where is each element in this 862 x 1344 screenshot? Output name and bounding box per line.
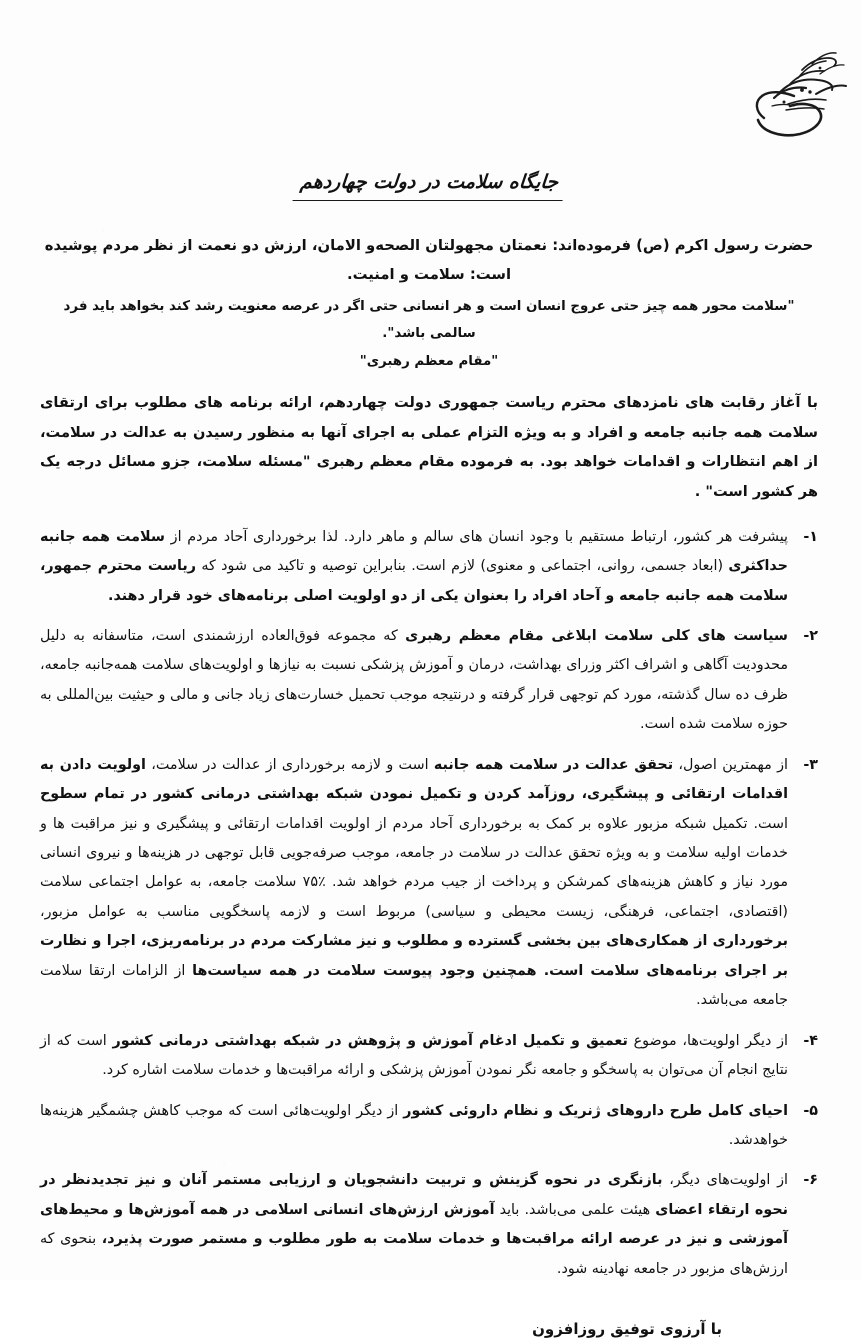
policy-item-text: که مجموعه فوق‌العاده ارزشمندی است، متاسفانه به دلیل محدودیت آگاهی و اشراف اکثر وزرای بهداشت، درمان و آموزش پزشکی نسبت به نیازها و اولویت‌های سلامت همه‌جانبه جامعه، ظرف ده سال گذشته، مورد کم توجهی قرار گرفته و درنتیجه موجب تحمیل خسارت‌های زیاد جانی و مالی و حیثیت بین‌المللی به حوزه سلامت شده است.: [40, 627, 788, 733]
policy-item-emphasis: برخورداری از همکاری‌های بین بخشی گسترده و مطلوب و نیز مشارکت مردم در برنامه‌ریزی، اجرا و نظارت بر اجرای برنامه‌های سلامت است. همچنین وجود پیوست سلامت در همه سیاست‌ها: [40, 933, 789, 979]
intro-paragraph-part-2: به فرموده مقام معظم رهبری "مسئله سلامت، جزو مسائل درجه یک هر کشور است" .: [40, 453, 818, 500]
policy-item: [40, 751, 818, 1016]
policy-item-number: ۱-: [803, 528, 818, 545]
policy-item-emphasis: آموزش ارزش‌های انسانی اسلامی در همه آموزش‌ها و محیط‌های آموزشی و نیز در عرصه ارائه مراقبت‌ها و خدمات سلامت به طور مطلوب و مستمر صورت پذیرد،: [40, 1201, 788, 1248]
policy-item-text: (ابعاد جسمی، روانی، اجتماعی و معنوی) لازم است. بنابراین توصیه و تاکید می شود که: [196, 558, 729, 575]
policy-item-text: از دیگر اولویت‌هائی است که موجب کاهش چشمگیر هزینه‌ها خواهدشد.: [40, 1102, 788, 1148]
policy-item-emphasis: سلامت همه جانبه حداکثری: [40, 528, 788, 575]
policy-item-number: ۶-: [803, 1172, 818, 1189]
policy-item: [40, 523, 818, 611]
policy-item-number: ۵-: [803, 1102, 818, 1119]
policy-item: [40, 1166, 818, 1284]
policy-item-emphasis: تعمیق و تکمیل ادغام آموزش و پژوهش در شبکه بهداشتی درمانی کشور: [112, 1032, 628, 1049]
document-body: [40, 168, 818, 1344]
policy-item-emphasis: احیای کامل طرح داروهای ژنریک و نظام داروئی کشور: [403, 1102, 788, 1119]
policy-item-text: از اولویت‌های دیگر،: [662, 1172, 788, 1189]
policy-item-text: است و لازمه برخورداری از عدالت در سلامت،: [145, 756, 434, 773]
policy-items-list: [40, 523, 818, 1285]
leader-quote: "سلامت محور همه چیز حتی عروج انسان است و هر انسانی حتی اگر در عرصه معنویت رشد کند بخواهد باید فرد سالمی باشد".: [63, 298, 795, 341]
policy-item-text: هیئت علمی می‌باشد. باید: [494, 1201, 656, 1218]
policy-item-number: ۴-: [803, 1032, 818, 1049]
policy-item: [40, 1027, 818, 1086]
policy-item-text: از الزامات ارتقا سلامت جامعه می‌باشد.: [40, 962, 788, 1009]
page-title-text: جایگاه سلامت در دولت چهاردهم: [293, 168, 566, 201]
policy-item: [40, 1097, 818, 1156]
policy-item: [40, 622, 818, 740]
policy-item-emphasis: بازنگری در نحوه گزینش و تربیت دانشجویان و ارزیابی مستمر آنان و نیز تجدیدنظر در نحوه ارتقاء اعضای: [40, 1172, 788, 1218]
intro-paragraph: [40, 388, 818, 507]
policy-item-emphasis: سیاست های کلی سلامت ابلاغی مقام معظم رهبری: [405, 627, 788, 644]
policy-item-text: از مهمترین اصول،: [673, 756, 788, 773]
policy-item-emphasis: تحقق عدالت در سلامت همه جانبه: [433, 756, 674, 773]
policy-item-emphasis: ریاست محترم جمهور، سلامت همه جانبه جامعه و آحاد افراد را بعنوان یکی از دو اولویت اصلی برنامه‌های خود قرار دهند.: [40, 558, 788, 604]
policy-item-text: از دیگر اولویت‌ها، موضوع: [627, 1032, 788, 1049]
hadith-quote: حضرت رسول اکرم (ص) فرموده‌اند: نعمتان مجهولتان الصحه‌و الامان، ارزش دو نعمت از نظر مردم پوشیده است: سلامت و امنیت.: [44, 236, 814, 284]
policy-item-text: است. تکمیل شبکه مزبور علاوه بر کمک به برخورداری آحاد مردم از اولویت اقدامات ارتقائی و پیشگیری و نیز مراقبت ها و خدمات اولیه سلامت و به ویژه تحقق عدالت در سلامت در جامعه، موجب صرفه‌جویی قابل توجهی در هزینه‌ها و نیروی انسانی مورد نیاز و کاهش هزینه‌های کمرشکن و پرداخت از جیب مردم خواهد شد. ٪۷۵ سلامت جامعه، به عوامل اجتماعی سلامت (اقتصادی، اجتماعی، فرهنگی، زیست محیطی و سیاسی) مربوط است و لازمه پاسخگویی مناسب به عوامل مزبور،: [40, 815, 788, 920]
policy-item-text: پیشرفت هر کشور، ارتباط مستقیم با وجود انسان های سالم و ماهر دارد. لذا برخورداری آحاد مردم از: [164, 528, 788, 545]
page-title: [40, 168, 818, 205]
policy-item-emphasis: اولویت دادن به اقدامات ارتقائی و پیشگیری، روزآمد کردن و تکمیل نمودن شبکه بهداشتی درمانی کشور در تمام سطوح: [40, 756, 788, 803]
leader-quote-attribution: "مقام معظم رهبری": [359, 354, 499, 370]
bismillah-calligraphy-icon: [728, 34, 856, 146]
intro-paragraph-part-1: با آغاز رقابت های نامزدهای محترم ریاست جمهوری دولت چهاردهم، ارائه برنامه های مطلوب برای ارتقای سلامت همه جانبه جامعه و افراد و به ویژه التزام عملی به اجرای آنها به منظور رسیدن به عدالت در سلامت، از اهم انتظارات و اقدامات خواهد بود.: [40, 394, 818, 471]
policy-item-number: ۲-: [803, 627, 818, 644]
policy-item-number: ۳-: [803, 756, 818, 773]
policy-item-text: بنحوی که ارزش‌های مزبور در جامعه نهادینه شود.: [40, 1231, 788, 1277]
closing-salutation: با آرزوی توفیق روزافزون: [532, 1320, 722, 1339]
policy-item-text: است که از نتایج انجام آن می‌توان به پاسخگو و جامعه نگر نمودن آموزش پزشکی و ارائه مراقبت‌ها و خدمات سلامت اشاره کرد.: [40, 1032, 788, 1079]
